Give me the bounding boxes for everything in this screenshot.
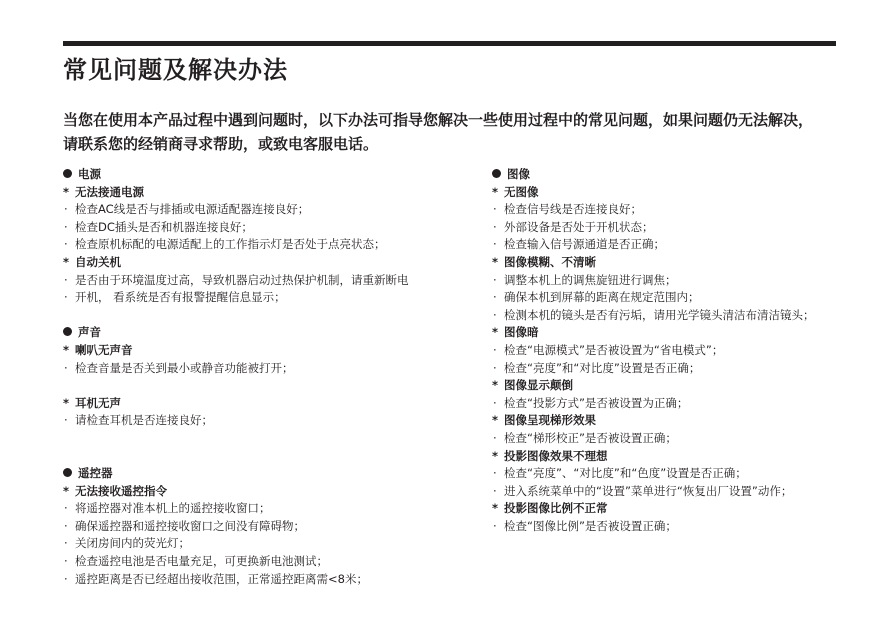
list-item: · 检查“电源模式”是否被设置为“省电模式”；: [492, 342, 852, 360]
issue-heading: * 投影图像效果不理想: [492, 448, 608, 463]
issue-heading: * 耳机无声: [63, 395, 121, 410]
list-item-continuation: · 开机， 看系统是否有报警提醒信息显示；: [63, 289, 483, 307]
list-item: · 确保本机到屏幕的距离在规定范围内；: [492, 289, 852, 307]
list-item: · 检查DC插头是否和机器连接良好；: [63, 219, 483, 237]
intro-line: 当您在使用本产品过程中遇到问题时，以下办法可指导您解决一些使用过程中的常见问题，如果问题仍无法解决，: [63, 111, 814, 129]
intro-line: 请联系您的经销商寻求帮助，或致电客服电话。: [63, 135, 379, 153]
right-column: [492, 166, 852, 553]
issue-heading: * 投影图像比例不正常: [492, 501, 608, 516]
bullet-dot-icon: [63, 169, 72, 178]
list-item: · 外部设备是否处于开机状态；: [492, 219, 852, 237]
section-title: 图像: [492, 166, 852, 184]
section-image: [492, 166, 852, 535]
list-item: · 检查“亮度”和“对比度”设置是否正确；: [492, 360, 852, 378]
bullet-dot-icon: [63, 468, 72, 477]
list-item: · 检查遥控电池是否电量充足，可更换新电池测试；: [63, 553, 483, 571]
list-item: · 检查“图像比例”是否被设置正确；: [492, 518, 852, 536]
issue-heading: * 喇叭无声音: [63, 342, 133, 357]
issue-heading: * 图像暗: [492, 325, 539, 340]
intro-paragraph: [63, 108, 843, 156]
section-title: 电源: [63, 166, 483, 184]
page-title: 常见问题及解决办法: [63, 56, 288, 84]
issue-heading: * 无法接收遥控指令: [63, 483, 167, 498]
issue-heading: * 图像模糊、不清晰: [492, 254, 596, 269]
issue-heading: * 无法接通电源: [63, 184, 144, 199]
list-item: · 关闭房间内的荧光灯；: [63, 535, 483, 553]
list-item: · 将遥控器对准本机上的遥控接收窗口；: [63, 500, 483, 518]
issue-heading: * 自动关机: [63, 254, 121, 269]
issue-heading: * 图像显示颠倒: [492, 378, 573, 393]
list-item: · 检查原机标配的电源适配上的工作指示灯是否处于点亮状态；: [63, 236, 483, 254]
list-item: · 请检查耳机是否连接良好；: [63, 412, 483, 430]
list-item: · 确保遥控器和遥控接收窗口之间没有障碍物；: [63, 518, 483, 536]
left-column: [63, 166, 483, 606]
list-item: · 遥控距离是否已经超出接收范围，正常遥控距离需<8米；: [63, 571, 483, 589]
section-sound: [63, 324, 483, 430]
list-item: · 进入系统菜单中的“设置”菜单进行“恢复出厂设置”动作；: [492, 483, 852, 501]
list-item: · 检查“亮度”、“对比度”和“色度”设置是否正确；: [492, 465, 852, 483]
top-rule: [63, 41, 836, 46]
list-item: · 是否由于环境温度过高，导致机器启动过热保护机制，请重新断电: [63, 272, 483, 290]
list-item: · 检查输入信号源通道是否正确；: [492, 236, 852, 254]
list-item: · 调整本机上的调焦旋钮进行调焦；: [492, 272, 852, 290]
issue-heading: * 无图像: [492, 184, 539, 199]
list-item: · 检查“梯形校正”是否被设置正确；: [492, 430, 852, 448]
section-title: 遥控器: [63, 465, 483, 483]
section-remote: [63, 465, 483, 588]
list-item: · 检查信号线是否连接良好；: [492, 201, 852, 219]
list-item: · 检查AC线是否与排插或电源适配器连接良好；: [63, 201, 483, 219]
list-item: · 检查“投影方式”是否被设置为正确；: [492, 395, 852, 413]
bullet-dot-icon: [63, 327, 72, 336]
list-item: · 检测本机的镜头是否有污垢，请用光学镜头清洁布清洁镜头；: [492, 307, 852, 325]
section-power: [63, 166, 483, 307]
issue-heading: * 图像呈现梯形效果: [492, 413, 596, 428]
section-title: 声音: [63, 324, 483, 342]
list-item: · 检查音量是否关到最小或静音功能被打开；: [63, 360, 483, 378]
bullet-dot-icon: [492, 169, 501, 178]
